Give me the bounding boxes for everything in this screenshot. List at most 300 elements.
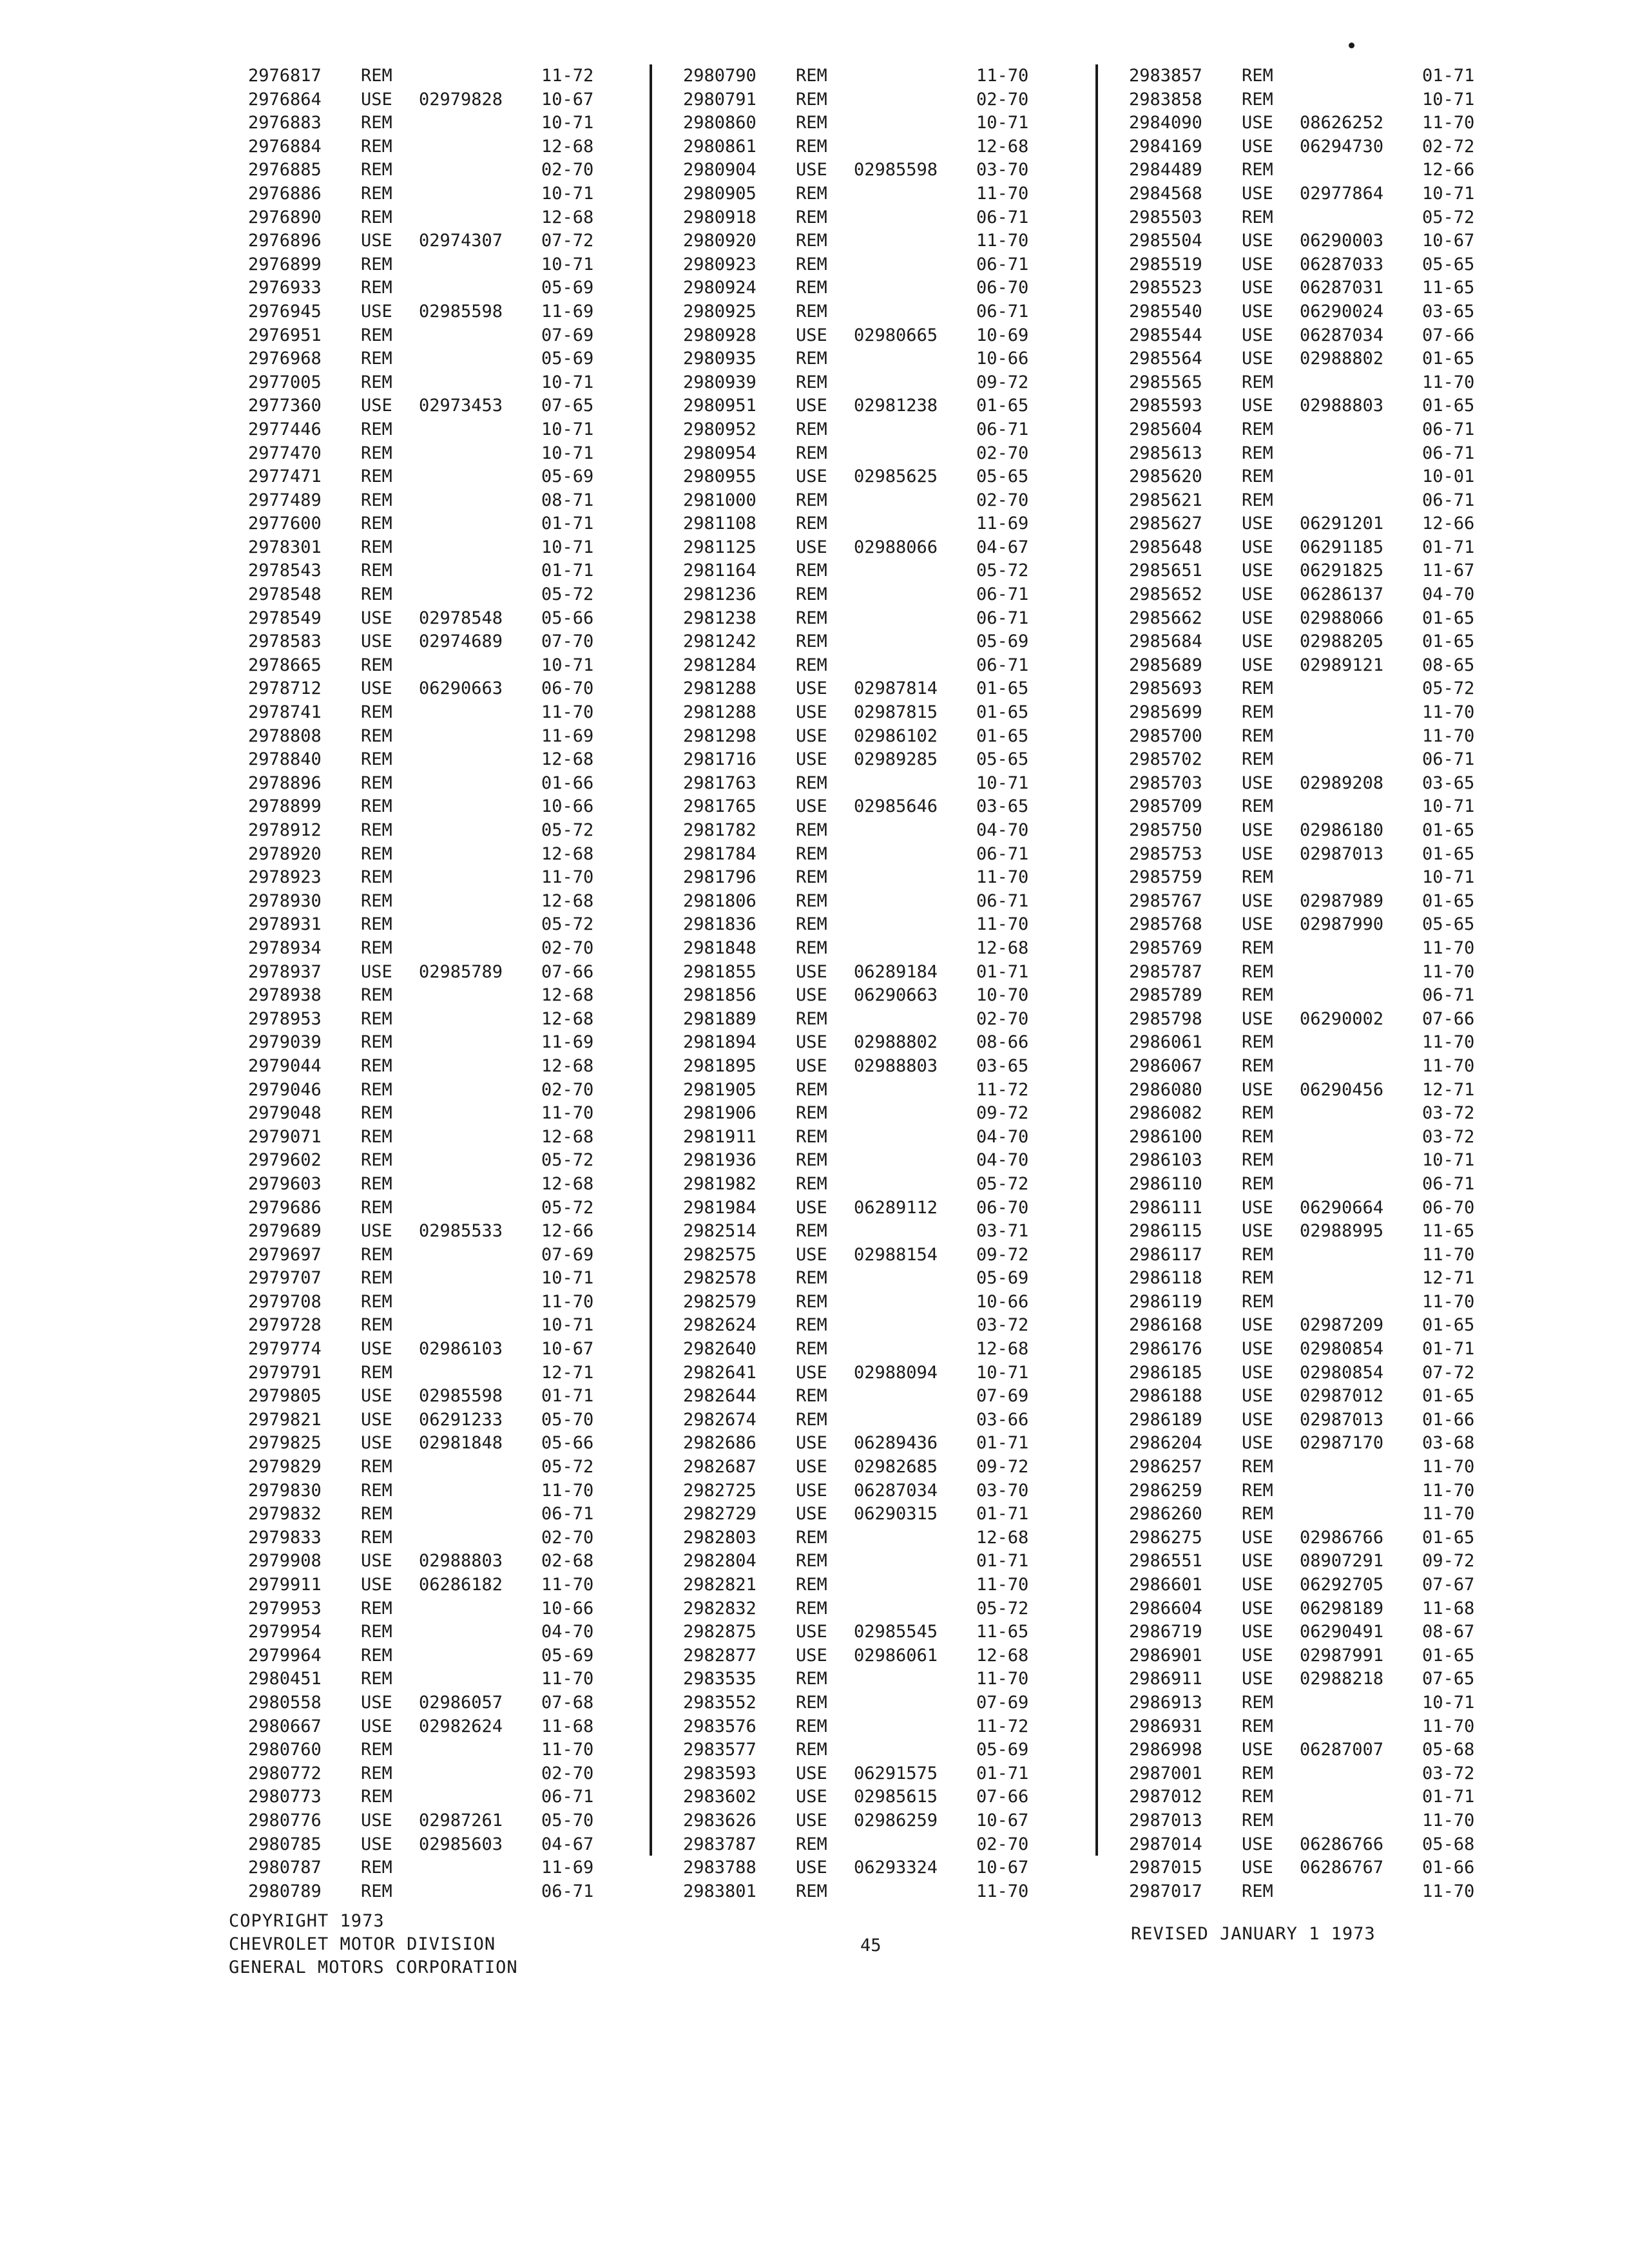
- part-number: 2981000: [683, 490, 757, 510]
- revision-date: 07-69: [541, 325, 594, 345]
- action-code: REM: [1242, 372, 1273, 392]
- revision-date: 08-71: [541, 490, 594, 510]
- revision-date: 11-70: [1422, 1457, 1475, 1477]
- revision-date: 10-71: [1422, 796, 1475, 817]
- part-number: 2982644: [683, 1386, 757, 1407]
- action-code: USE: [796, 726, 827, 746]
- part-number: 2981763: [683, 773, 757, 793]
- revision-date: 01-71: [1422, 1787, 1475, 1807]
- revision-date: 11-70: [976, 183, 1029, 204]
- revision-date: 03-70: [976, 1480, 1029, 1501]
- revision-date: 11-70: [1422, 1504, 1475, 1524]
- part-number: 2982579: [683, 1291, 757, 1312]
- revision-date: 03-72: [1422, 1763, 1475, 1783]
- replacement-part: 02980854: [1300, 1362, 1384, 1383]
- revision-date: 01-65: [1422, 820, 1475, 840]
- replacement-part: 06290663: [854, 985, 938, 1006]
- part-number: 2980451: [248, 1669, 322, 1689]
- revision-date: 11-70: [541, 1103, 594, 1124]
- revision-date: 01-65: [1422, 1386, 1475, 1407]
- action-code: USE: [796, 749, 827, 770]
- action-code: REM: [361, 1787, 392, 1807]
- replacement-part: 02982685: [854, 1457, 938, 1477]
- action-code: REM: [1242, 490, 1273, 510]
- action-code: USE: [361, 631, 392, 652]
- revision-date: 04-70: [976, 1150, 1029, 1171]
- revision-date: 03-72: [1422, 1103, 1475, 1124]
- replacement-part: 02982624: [419, 1716, 503, 1736]
- revision-date: 08-67: [1422, 1622, 1475, 1642]
- replacement-part: 06290002: [1300, 1008, 1384, 1029]
- column-divider: [650, 64, 652, 1856]
- revision-date: 11-70: [541, 702, 594, 723]
- action-code: REM: [796, 1103, 827, 1124]
- revision-date: 01-71: [541, 561, 594, 581]
- replacement-part: 06292705: [1300, 1575, 1384, 1595]
- action-code: REM: [361, 372, 392, 392]
- part-number: 2980905: [683, 183, 757, 204]
- replacement-part: 06294730: [1300, 136, 1384, 157]
- revision-date: 03-72: [976, 1315, 1029, 1336]
- revision-date: 08-65: [1422, 655, 1475, 675]
- revision-date: 10-71: [976, 773, 1029, 793]
- revision-date: 06-71: [1422, 419, 1475, 439]
- part-number: 2982832: [683, 1598, 757, 1619]
- revision-date: 10-71: [541, 443, 594, 463]
- part-number: 2981298: [683, 726, 757, 746]
- action-code: REM: [796, 278, 827, 298]
- revision-date: 06-71: [976, 584, 1029, 605]
- revision-date: 07-69: [541, 1244, 594, 1265]
- revision-date: 01-71: [1422, 66, 1475, 86]
- action-code: REM: [796, 514, 827, 534]
- revision-date: 05-72: [541, 584, 594, 605]
- replacement-part: 06290456: [1300, 1079, 1384, 1100]
- revision-date: 01-71: [1422, 1339, 1475, 1360]
- revision-date: 06-71: [1422, 443, 1475, 463]
- revision-date: 07-70: [541, 631, 594, 652]
- revision-date: 05-69: [541, 349, 594, 369]
- action-code: USE: [796, 1055, 827, 1076]
- part-number: 2985699: [1129, 702, 1202, 723]
- action-code: USE: [1242, 537, 1273, 557]
- action-code: REM: [361, 1858, 392, 1878]
- action-code: REM: [1242, 1150, 1273, 1171]
- action-code: USE: [796, 1787, 827, 1807]
- replacement-part: 06291575: [854, 1763, 938, 1783]
- part-number: 2978899: [248, 796, 322, 817]
- part-number: 2981894: [683, 1032, 757, 1053]
- replacement-part: 06291233: [419, 1409, 503, 1430]
- replacement-part: 02978548: [419, 608, 503, 628]
- revision-date: 02-70: [976, 1834, 1029, 1854]
- action-code: REM: [1242, 1787, 1273, 1807]
- action-code: REM: [1242, 419, 1273, 439]
- action-code: REM: [1242, 1126, 1273, 1147]
- action-code: USE: [796, 1433, 827, 1454]
- revision-date: 10-71: [541, 113, 594, 133]
- revised-date: REVISED JANUARY 1 1973: [1131, 1924, 1376, 1944]
- replacement-part: 06290663: [419, 678, 503, 699]
- action-code: REM: [1242, 749, 1273, 770]
- part-number: 2980924: [683, 278, 757, 298]
- action-code: REM: [796, 561, 827, 581]
- action-code: USE: [1242, 136, 1273, 157]
- action-code: USE: [796, 1622, 827, 1642]
- revision-date: 01-65: [1422, 1527, 1475, 1548]
- action-code: USE: [1242, 631, 1273, 652]
- action-code: USE: [1242, 843, 1273, 864]
- part-number: 2978934: [248, 937, 322, 958]
- revision-date: 01-65: [1422, 396, 1475, 416]
- revision-date: 07-72: [541, 231, 594, 251]
- part-number: 2979953: [248, 1598, 322, 1619]
- revision-date: 11-70: [1422, 1291, 1475, 1312]
- part-number: 2981856: [683, 985, 757, 1006]
- action-code: REM: [796, 843, 827, 864]
- page-number: 45: [860, 1936, 882, 1956]
- part-number: 2985662: [1129, 608, 1202, 628]
- revision-date: 06-71: [976, 207, 1029, 227]
- revision-date: 10-71: [976, 1362, 1029, 1383]
- revision-date: 10-66: [541, 796, 594, 817]
- part-number: 2978543: [248, 561, 322, 581]
- part-number: 2986257: [1129, 1457, 1202, 1477]
- action-code: REM: [361, 1457, 392, 1477]
- replacement-part: 02988154: [854, 1244, 938, 1265]
- part-number: 2985759: [1129, 867, 1202, 888]
- part-number: 2979964: [248, 1645, 322, 1666]
- revision-date: 05-72: [1422, 207, 1475, 227]
- action-code: REM: [361, 1527, 392, 1548]
- action-code: USE: [1242, 1834, 1273, 1854]
- revision-date: 02-72: [1422, 136, 1475, 157]
- replacement-part: 02988803: [419, 1551, 503, 1571]
- part-number: 2985798: [1129, 1008, 1202, 1029]
- revision-date: 01-65: [976, 726, 1029, 746]
- action-code: REM: [361, 278, 392, 298]
- part-number: 2985648: [1129, 537, 1202, 557]
- part-number: 2979832: [248, 1504, 322, 1524]
- action-code: REM: [361, 1032, 392, 1053]
- replacement-part: 06291201: [1300, 514, 1384, 534]
- part-number: 2979829: [248, 1457, 322, 1477]
- part-number: 2980939: [683, 372, 757, 392]
- part-number: 2979603: [248, 1173, 322, 1194]
- action-code: REM: [796, 1575, 827, 1595]
- action-code: REM: [796, 655, 827, 675]
- part-number: 2979708: [248, 1291, 322, 1312]
- part-number: 2985504: [1129, 231, 1202, 251]
- part-number: 2986931: [1129, 1716, 1202, 1736]
- part-number: 2978937: [248, 961, 322, 982]
- part-number: 2978548: [248, 584, 322, 605]
- part-number: 2986117: [1129, 1244, 1202, 1265]
- part-number: 2979954: [248, 1622, 322, 1642]
- revision-date: 01-65: [1422, 843, 1475, 864]
- revision-date: 01-66: [1422, 1409, 1475, 1430]
- part-number: 2982514: [683, 1221, 757, 1242]
- part-number: 2982641: [683, 1362, 757, 1383]
- replacement-part: 08626252: [1300, 113, 1384, 133]
- part-number: 2982624: [683, 1315, 757, 1336]
- revision-date: 02-70: [976, 490, 1029, 510]
- action-code: USE: [1242, 301, 1273, 322]
- revision-date: 11-70: [976, 1575, 1029, 1595]
- part-number: 2978930: [248, 890, 322, 911]
- part-number: 2986168: [1129, 1315, 1202, 1336]
- action-code: REM: [361, 1244, 392, 1265]
- part-number: 2980928: [683, 325, 757, 345]
- revision-date: 10-67: [976, 1858, 1029, 1878]
- part-number: 2981236: [683, 584, 757, 605]
- replacement-part: 06291185: [1300, 537, 1384, 557]
- part-number: 2983801: [683, 1881, 757, 1901]
- action-code: REM: [796, 113, 827, 133]
- part-number: 2982875: [683, 1622, 757, 1642]
- revision-date: 12-66: [541, 1221, 594, 1242]
- part-number: 2982578: [683, 1268, 757, 1289]
- part-number: 2978741: [248, 702, 322, 723]
- revision-date: 05-72: [541, 1457, 594, 1477]
- replacement-part: 02986766: [1300, 1527, 1384, 1548]
- action-code: REM: [796, 608, 827, 628]
- action-code: REM: [1242, 985, 1273, 1006]
- action-code: REM: [361, 985, 392, 1006]
- action-code: REM: [361, 1126, 392, 1147]
- part-number: 2976817: [248, 66, 322, 86]
- action-code: REM: [796, 490, 827, 510]
- action-code: REM: [1242, 796, 1273, 817]
- part-number: 2985651: [1129, 561, 1202, 581]
- revision-date: 11-68: [1422, 1598, 1475, 1619]
- part-number: 2986719: [1129, 1622, 1202, 1642]
- revision-date: 11-70: [541, 1291, 594, 1312]
- revision-date: 12-68: [976, 136, 1029, 157]
- replacement-part: 02987261: [419, 1810, 503, 1831]
- revision-date: 09-72: [976, 1244, 1029, 1265]
- action-code: REM: [796, 1409, 827, 1430]
- revision-date: 10-71: [541, 537, 594, 557]
- part-number: 2978583: [248, 631, 322, 652]
- part-number: 2986275: [1129, 1527, 1202, 1548]
- part-number: 2982804: [683, 1551, 757, 1571]
- part-number: 2976883: [248, 113, 322, 133]
- part-number: 2980925: [683, 301, 757, 322]
- revision-date: 11-70: [1422, 113, 1475, 133]
- part-number: 2979830: [248, 1480, 322, 1501]
- action-code: REM: [796, 1834, 827, 1854]
- part-number: 2979774: [248, 1339, 322, 1360]
- part-number: 2985700: [1129, 726, 1202, 746]
- revision-date: 11-70: [1422, 1881, 1475, 1901]
- action-code: REM: [361, 843, 392, 864]
- revision-date: 01-71: [1422, 537, 1475, 557]
- stray-mark: [1349, 43, 1354, 48]
- action-code: USE: [796, 1362, 827, 1383]
- replacement-part: 06290664: [1300, 1197, 1384, 1218]
- part-number: 2983787: [683, 1834, 757, 1854]
- revision-date: 11-70: [1422, 1480, 1475, 1501]
- part-number: 2978920: [248, 843, 322, 864]
- action-code: REM: [796, 1716, 827, 1736]
- replacement-part: 02985533: [419, 1221, 503, 1242]
- part-number: 2978931: [248, 914, 322, 935]
- replacement-part: 06290003: [1300, 231, 1384, 251]
- action-code: USE: [1242, 1079, 1273, 1100]
- part-number: 2979048: [248, 1103, 322, 1124]
- part-number: 2982687: [683, 1457, 757, 1477]
- revision-date: 11-70: [541, 1575, 594, 1595]
- part-number: 2981288: [683, 678, 757, 699]
- part-number: 2985767: [1129, 890, 1202, 911]
- part-number: 2980787: [248, 1858, 322, 1878]
- action-code: REM: [361, 796, 392, 817]
- replacement-part: 02987815: [854, 702, 938, 723]
- action-code: REM: [796, 349, 827, 369]
- action-code: REM: [361, 537, 392, 557]
- action-code: USE: [796, 1244, 827, 1265]
- revision-date: 06-71: [976, 655, 1029, 675]
- part-number: 2979071: [248, 1126, 322, 1147]
- revision-date: 02-68: [541, 1551, 594, 1571]
- part-number: 2976864: [248, 89, 322, 110]
- revision-date: 12-66: [1422, 514, 1475, 534]
- revision-date: 06-71: [976, 890, 1029, 911]
- replacement-part: 02988995: [1300, 1221, 1384, 1242]
- part-number: 2977005: [248, 372, 322, 392]
- replacement-part: 02986103: [419, 1339, 503, 1360]
- action-code: REM: [1242, 160, 1273, 180]
- replacement-part: 02973453: [419, 396, 503, 416]
- revision-date: 03-68: [1422, 1433, 1475, 1454]
- division-line: CHEVROLET MOTOR DIVISION: [229, 1934, 496, 1954]
- replacement-part: 02985598: [419, 301, 503, 322]
- revision-date: 07-67: [1422, 1575, 1475, 1595]
- action-code: REM: [796, 1386, 827, 1407]
- part-number: 2986103: [1129, 1150, 1202, 1171]
- action-code: USE: [1242, 396, 1273, 416]
- revision-date: 10-71: [976, 113, 1029, 133]
- part-number: 2977600: [248, 514, 322, 534]
- revision-date: 04-70: [976, 1126, 1029, 1147]
- replacement-part: 06289436: [854, 1433, 938, 1454]
- part-number: 2976886: [248, 183, 322, 204]
- part-number: 2981716: [683, 749, 757, 770]
- part-number: 2978953: [248, 1008, 322, 1029]
- part-number: 2978896: [248, 773, 322, 793]
- revision-date: 11-70: [1422, 937, 1475, 958]
- part-number: 2980776: [248, 1810, 322, 1831]
- part-number: 2985621: [1129, 490, 1202, 510]
- action-code: USE: [796, 1457, 827, 1477]
- part-number: 2978808: [248, 726, 322, 746]
- action-code: REM: [1242, 1457, 1273, 1477]
- replacement-part: 02989208: [1300, 773, 1384, 793]
- part-number: 2984090: [1129, 113, 1202, 133]
- revision-date: 01-65: [1422, 1315, 1475, 1336]
- replacement-part: 02985615: [854, 1787, 938, 1807]
- part-number: 2980923: [683, 254, 757, 274]
- part-number: 2979602: [248, 1150, 322, 1171]
- action-code: USE: [796, 325, 827, 345]
- revision-date: 07-69: [976, 1386, 1029, 1407]
- action-code: USE: [796, 796, 827, 817]
- revision-date: 12-68: [541, 136, 594, 157]
- revision-date: 06-71: [976, 254, 1029, 274]
- action-code: REM: [796, 66, 827, 86]
- action-code: USE: [1242, 1575, 1273, 1595]
- revision-date: 01-71: [976, 1763, 1029, 1783]
- action-code: REM: [796, 867, 827, 888]
- revision-date: 07-65: [1422, 1669, 1475, 1689]
- action-code: REM: [1242, 66, 1273, 86]
- part-number: 2981806: [683, 890, 757, 911]
- revision-date: 01-71: [976, 1551, 1029, 1571]
- part-number: 2986911: [1129, 1669, 1202, 1689]
- part-number: 2976951: [248, 325, 322, 345]
- revision-date: 07-72: [1422, 1362, 1475, 1383]
- part-number: 2981164: [683, 561, 757, 581]
- copyright-block: [229, 1910, 518, 1979]
- replacement-part: 08907291: [1300, 1551, 1384, 1571]
- part-number: 2980790: [683, 66, 757, 86]
- action-code: USE: [1242, 1386, 1273, 1407]
- revision-date: 02-70: [976, 89, 1029, 110]
- revision-date: 07-68: [541, 1692, 594, 1713]
- action-code: USE: [796, 985, 827, 1006]
- action-code: USE: [1242, 231, 1273, 251]
- revision-date: 11-70: [1422, 1055, 1475, 1076]
- revision-date: 02-70: [541, 937, 594, 958]
- part-number: 2986901: [1129, 1645, 1202, 1666]
- revision-date: 11-70: [976, 1881, 1029, 1901]
- revision-date: 01-66: [541, 773, 594, 793]
- part-number: 2980760: [248, 1740, 322, 1760]
- part-number: 2977470: [248, 443, 322, 463]
- action-code: REM: [796, 1150, 827, 1171]
- part-number: 2985565: [1129, 372, 1202, 392]
- part-number: 2979908: [248, 1551, 322, 1571]
- action-code: USE: [361, 1433, 392, 1454]
- replacement-part: 06287034: [1300, 325, 1384, 345]
- part-number: 2985540: [1129, 301, 1202, 322]
- replacement-part: 02974307: [419, 231, 503, 251]
- part-number: 2976890: [248, 207, 322, 227]
- action-code: USE: [361, 1716, 392, 1736]
- action-code: REM: [796, 914, 827, 935]
- revision-date: 09-72: [976, 1457, 1029, 1477]
- revision-date: 05-72: [541, 820, 594, 840]
- action-code: REM: [796, 1740, 827, 1760]
- part-number: 2985627: [1129, 514, 1202, 534]
- part-number: 2982674: [683, 1409, 757, 1430]
- revision-date: 05-72: [541, 914, 594, 935]
- replacement-part: 02988094: [854, 1362, 938, 1383]
- action-code: REM: [361, 1008, 392, 1029]
- column-divider: [1095, 64, 1098, 1856]
- part-number: 2981238: [683, 608, 757, 628]
- revision-date: 11-72: [541, 66, 594, 86]
- revision-date: 07-66: [1422, 325, 1475, 345]
- revision-date: 05-72: [541, 1150, 594, 1171]
- action-code: REM: [361, 1291, 392, 1312]
- part-number: 2981982: [683, 1173, 757, 1194]
- part-number: 2980951: [683, 396, 757, 416]
- action-code: REM: [361, 254, 392, 274]
- part-number: 2982821: [683, 1575, 757, 1595]
- revision-date: 01-65: [1422, 890, 1475, 911]
